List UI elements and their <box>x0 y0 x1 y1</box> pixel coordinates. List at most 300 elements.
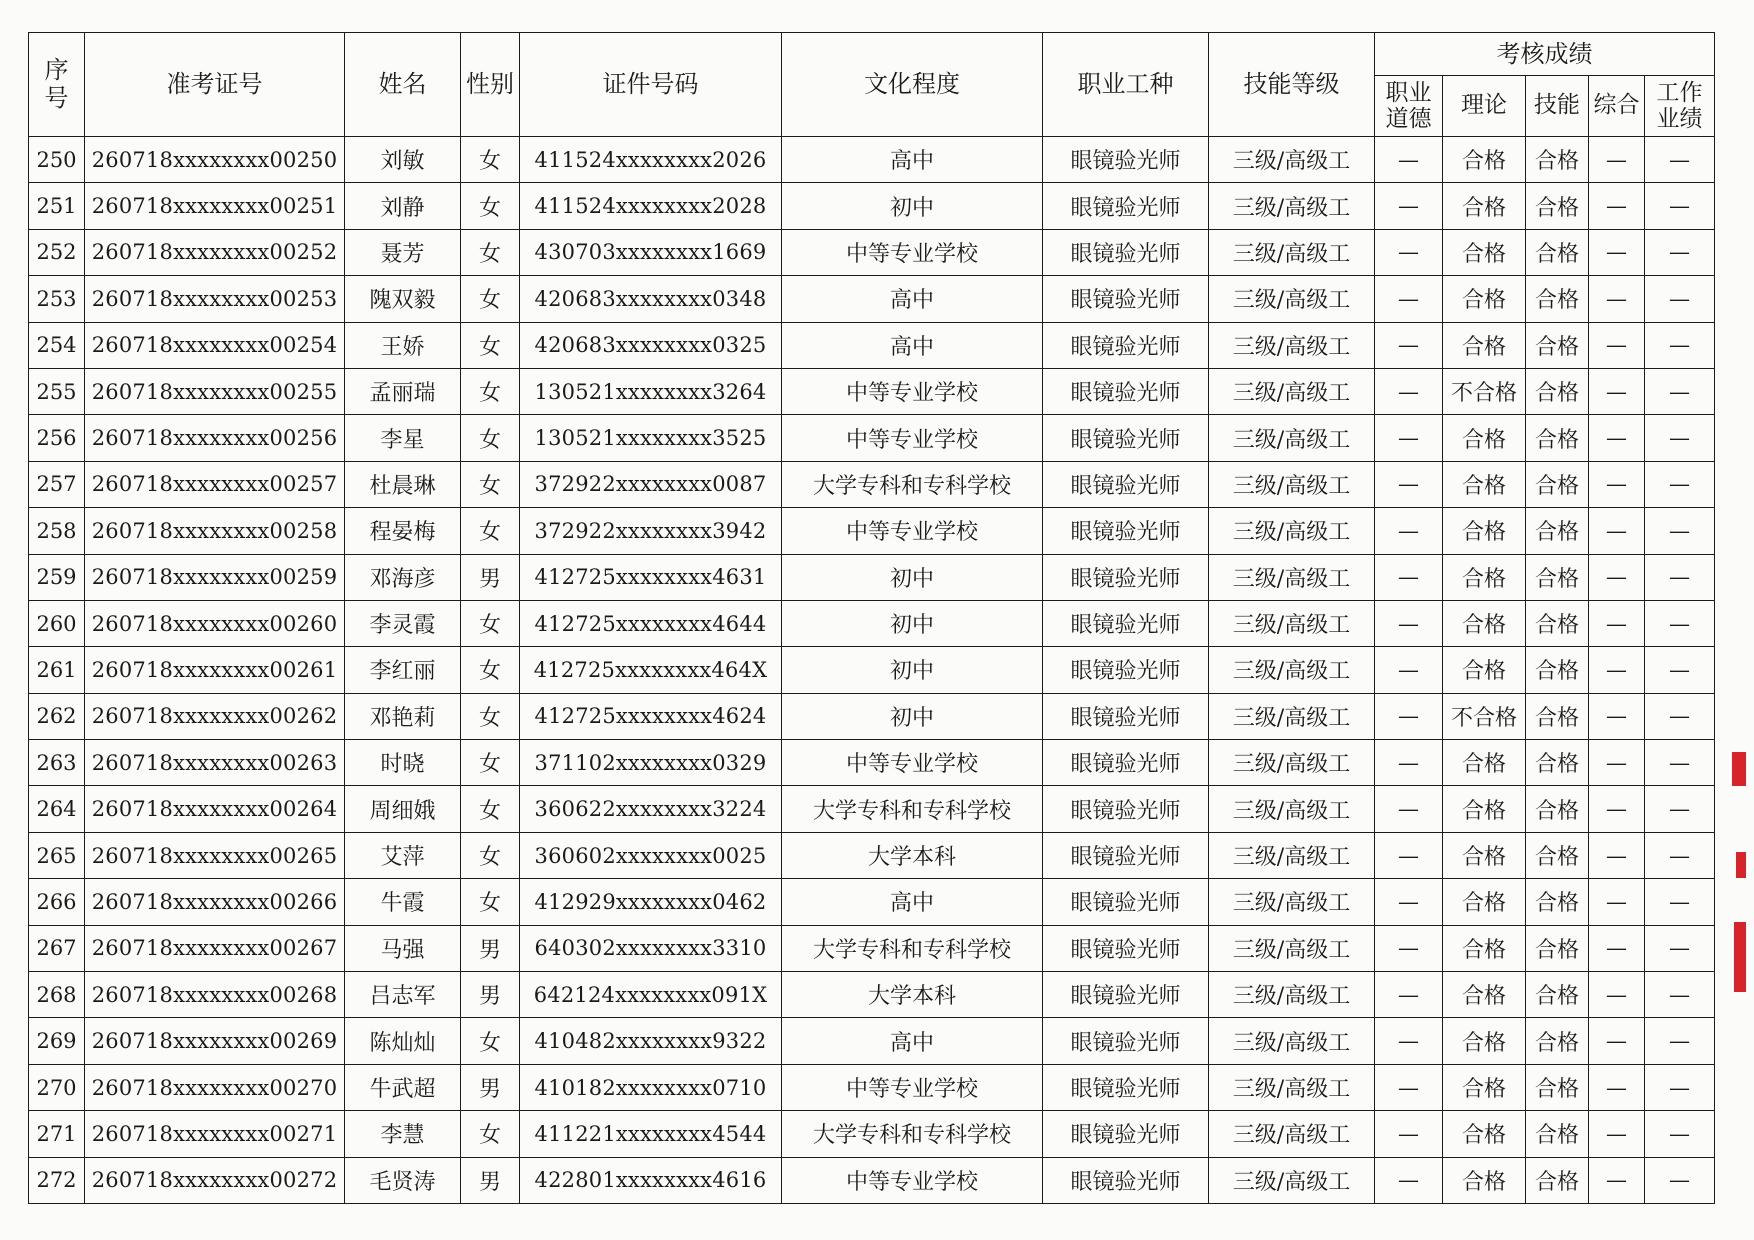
cell-gender: 女 <box>461 322 520 368</box>
cell-ethics: — <box>1375 508 1443 554</box>
results-table <box>28 32 1715 1204</box>
cell-name: 李灵霞 <box>345 600 461 646</box>
cell-skill: 合格 <box>1526 972 1589 1018</box>
cell-admission-no: 260718xxxxxxxx00257 <box>85 461 345 507</box>
cell-id-no: 412929xxxxxxxx0462 <box>520 879 782 925</box>
cell-occupation: 眼镜验光师 <box>1043 322 1209 368</box>
cell-skill: 合格 <box>1526 786 1589 832</box>
cell-ethics: — <box>1375 972 1443 1018</box>
cell-gender: 女 <box>461 786 520 832</box>
cell-occupation: 眼镜验光师 <box>1043 508 1209 554</box>
cell-admission-no: 260718xxxxxxxx00261 <box>85 647 345 693</box>
cell-skill-level: 三级/高级工 <box>1209 925 1375 971</box>
cell-name: 隗双毅 <box>345 276 461 322</box>
cell-admission-no: 260718xxxxxxxx00253 <box>85 276 345 322</box>
cell-work-performance: — <box>1645 461 1715 507</box>
cell-gender: 男 <box>461 1064 520 1110</box>
cell-skill: 合格 <box>1526 137 1589 183</box>
cell-overall: — <box>1589 832 1645 878</box>
cell-name: 邓海彦 <box>345 554 461 600</box>
cell-ethics: — <box>1375 832 1443 878</box>
cell-education: 大学专科和专科学校 <box>782 925 1043 971</box>
cell-skill: 合格 <box>1526 322 1589 368</box>
cell-occupation: 眼镜验光师 <box>1043 229 1209 275</box>
cell-admission-no: 260718xxxxxxxx00255 <box>85 368 345 414</box>
header-name: 姓名 <box>345 33 461 137</box>
cell-work-performance: — <box>1645 1157 1715 1203</box>
cell-skill: 合格 <box>1526 693 1589 739</box>
cell-ethics: — <box>1375 600 1443 646</box>
cell-work-performance: — <box>1645 832 1715 878</box>
cell-gender: 女 <box>461 647 520 693</box>
cell-skill-level: 三级/高级工 <box>1209 972 1375 1018</box>
cell-work-performance: — <box>1645 1018 1715 1064</box>
cell-education: 大学专科和专科学校 <box>782 786 1043 832</box>
cell-overall: — <box>1589 229 1645 275</box>
cell-work-performance: — <box>1645 925 1715 971</box>
cell-skill: 合格 <box>1526 647 1589 693</box>
cell-occupation: 眼镜验光师 <box>1043 832 1209 878</box>
cell-overall: — <box>1589 415 1645 461</box>
cell-overall: — <box>1589 786 1645 832</box>
cell-skill: 合格 <box>1526 600 1589 646</box>
cell-work-performance: — <box>1645 1111 1715 1157</box>
cell-education: 初中 <box>782 693 1043 739</box>
cell-ethics: — <box>1375 322 1443 368</box>
cell-skill: 合格 <box>1526 276 1589 322</box>
cell-id-no: 430703xxxxxxxx1669 <box>520 229 782 275</box>
cell-theory: 合格 <box>1443 461 1526 507</box>
header-skill-level: 技能等级 <box>1209 33 1375 137</box>
cell-seq: 267 <box>29 925 85 971</box>
cell-skill-level: 三级/高级工 <box>1209 647 1375 693</box>
cell-skill-level: 三级/高级工 <box>1209 276 1375 322</box>
cell-occupation: 眼镜验光师 <box>1043 461 1209 507</box>
cell-occupation: 眼镜验光师 <box>1043 183 1209 229</box>
cell-name: 王娇 <box>345 322 461 368</box>
table-row <box>29 832 1715 878</box>
cell-admission-no: 260718xxxxxxxx00263 <box>85 740 345 786</box>
cell-skill-level: 三级/高级工 <box>1209 508 1375 554</box>
cell-skill-level: 三级/高级工 <box>1209 1157 1375 1203</box>
cell-seq: 252 <box>29 229 85 275</box>
cell-theory: 合格 <box>1443 322 1526 368</box>
cell-theory: 合格 <box>1443 740 1526 786</box>
cell-skill-level: 三级/高级工 <box>1209 740 1375 786</box>
table-row <box>29 1064 1715 1110</box>
cell-ethics: — <box>1375 1157 1443 1203</box>
cell-id-no: 360622xxxxxxxx3224 <box>520 786 782 832</box>
cell-id-no: 410482xxxxxxxx9322 <box>520 1018 782 1064</box>
cell-id-no: 372922xxxxxxxx3942 <box>520 508 782 554</box>
cell-skill-level: 三级/高级工 <box>1209 461 1375 507</box>
cell-overall: — <box>1589 925 1645 971</box>
cell-id-no: 130521xxxxxxxx3525 <box>520 415 782 461</box>
cell-theory: 合格 <box>1443 554 1526 600</box>
cell-gender: 女 <box>461 1018 520 1064</box>
cell-gender: 女 <box>461 740 520 786</box>
cell-admission-no: 260718xxxxxxxx00262 <box>85 693 345 739</box>
cell-skill-level: 三级/高级工 <box>1209 1111 1375 1157</box>
cell-admission-no: 260718xxxxxxxx00258 <box>85 508 345 554</box>
cell-admission-no: 260718xxxxxxxx00260 <box>85 600 345 646</box>
cell-ethics: — <box>1375 461 1443 507</box>
table-header <box>29 33 1715 137</box>
cell-name: 刘静 <box>345 183 461 229</box>
cell-ethics: — <box>1375 693 1443 739</box>
cell-ethics: — <box>1375 137 1443 183</box>
cell-gender: 女 <box>461 1111 520 1157</box>
cell-theory: 合格 <box>1443 229 1526 275</box>
cell-admission-no: 260718xxxxxxxx00259 <box>85 554 345 600</box>
cell-education: 中等专业学校 <box>782 508 1043 554</box>
cell-theory: 不合格 <box>1443 693 1526 739</box>
cell-theory: 合格 <box>1443 1064 1526 1110</box>
cell-skill-level: 三级/高级工 <box>1209 137 1375 183</box>
cell-admission-no: 260718xxxxxxxx00264 <box>85 786 345 832</box>
cell-id-no: 412725xxxxxxxx4624 <box>520 693 782 739</box>
cell-skill: 合格 <box>1526 1157 1589 1203</box>
table-row <box>29 1157 1715 1203</box>
cell-work-performance: — <box>1645 229 1715 275</box>
cell-admission-no: 260718xxxxxxxx00266 <box>85 879 345 925</box>
cell-skill-level: 三级/高级工 <box>1209 1064 1375 1110</box>
cell-ethics: — <box>1375 229 1443 275</box>
cell-theory: 合格 <box>1443 183 1526 229</box>
table-row <box>29 740 1715 786</box>
cell-education: 大学本科 <box>782 832 1043 878</box>
cell-name: 李慧 <box>345 1111 461 1157</box>
cell-skill: 合格 <box>1526 1018 1589 1064</box>
cell-education: 高中 <box>782 276 1043 322</box>
cell-overall: — <box>1589 693 1645 739</box>
cell-name: 毛贤涛 <box>345 1157 461 1203</box>
cell-overall: — <box>1589 461 1645 507</box>
table-row <box>29 786 1715 832</box>
stamp-edge-mark <box>1736 852 1746 878</box>
header-theory: 理论 <box>1443 76 1526 137</box>
header-assessment: 考核成绩 <box>1375 33 1715 76</box>
cell-skill-level: 三级/高级工 <box>1209 415 1375 461</box>
table-row <box>29 693 1715 739</box>
cell-name: 聂芳 <box>345 229 461 275</box>
cell-work-performance: — <box>1645 740 1715 786</box>
cell-education: 中等专业学校 <box>782 1157 1043 1203</box>
cell-admission-no: 260718xxxxxxxx00254 <box>85 322 345 368</box>
table-row <box>29 554 1715 600</box>
cell-occupation: 眼镜验光师 <box>1043 1018 1209 1064</box>
cell-skill: 合格 <box>1526 183 1589 229</box>
table-row <box>29 461 1715 507</box>
cell-overall: — <box>1589 647 1645 693</box>
cell-id-no: 360602xxxxxxxx0025 <box>520 832 782 878</box>
cell-seq: 257 <box>29 461 85 507</box>
cell-gender: 女 <box>461 137 520 183</box>
cell-name: 吕志军 <box>345 972 461 1018</box>
cell-name: 程晏梅 <box>345 508 461 554</box>
cell-education: 中等专业学校 <box>782 1064 1043 1110</box>
header-skill: 技能 <box>1526 76 1589 137</box>
cell-skill: 合格 <box>1526 368 1589 414</box>
cell-occupation: 眼镜验光师 <box>1043 647 1209 693</box>
cell-skill-level: 三级/高级工 <box>1209 879 1375 925</box>
cell-admission-no: 260718xxxxxxxx00251 <box>85 183 345 229</box>
cell-seq: 262 <box>29 693 85 739</box>
cell-admission-no: 260718xxxxxxxx00252 <box>85 229 345 275</box>
cell-skill-level: 三级/高级工 <box>1209 786 1375 832</box>
cell-education: 中等专业学校 <box>782 229 1043 275</box>
cell-overall: — <box>1589 972 1645 1018</box>
cell-work-performance: — <box>1645 1064 1715 1110</box>
cell-occupation: 眼镜验光师 <box>1043 786 1209 832</box>
cell-name: 孟丽瑞 <box>345 368 461 414</box>
header-id-no: 证件号码 <box>520 33 782 137</box>
cell-education: 初中 <box>782 554 1043 600</box>
cell-gender: 男 <box>461 972 520 1018</box>
cell-work-performance: — <box>1645 972 1715 1018</box>
cell-occupation: 眼镜验光师 <box>1043 137 1209 183</box>
cell-work-performance: — <box>1645 600 1715 646</box>
cell-id-no: 371102xxxxxxxx0329 <box>520 740 782 786</box>
header-admission-no: 准考证号 <box>85 33 345 137</box>
cell-overall: — <box>1589 1111 1645 1157</box>
cell-theory: 合格 <box>1443 786 1526 832</box>
cell-education: 初中 <box>782 647 1043 693</box>
table-row <box>29 368 1715 414</box>
cell-theory: 合格 <box>1443 647 1526 693</box>
cell-skill: 合格 <box>1526 925 1589 971</box>
header-seq: 序号 <box>29 33 85 137</box>
cell-skill: 合格 <box>1526 832 1589 878</box>
cell-name: 李星 <box>345 415 461 461</box>
cell-gender: 女 <box>461 693 520 739</box>
cell-name: 杜晨琳 <box>345 461 461 507</box>
cell-work-performance: — <box>1645 183 1715 229</box>
cell-gender: 女 <box>461 832 520 878</box>
cell-ethics: — <box>1375 879 1443 925</box>
cell-theory: 合格 <box>1443 600 1526 646</box>
cell-ethics: — <box>1375 740 1443 786</box>
cell-name: 李红丽 <box>345 647 461 693</box>
cell-overall: — <box>1589 554 1645 600</box>
cell-name: 邓艳莉 <box>345 693 461 739</box>
cell-theory: 不合格 <box>1443 368 1526 414</box>
cell-occupation: 眼镜验光师 <box>1043 1064 1209 1110</box>
cell-seq: 261 <box>29 647 85 693</box>
cell-skill-level: 三级/高级工 <box>1209 1018 1375 1064</box>
cell-name: 牛霞 <box>345 879 461 925</box>
cell-skill: 合格 <box>1526 461 1589 507</box>
cell-seq: 250 <box>29 137 85 183</box>
cell-ethics: — <box>1375 183 1443 229</box>
cell-ethics: — <box>1375 1111 1443 1157</box>
cell-seq: 265 <box>29 832 85 878</box>
cell-seq: 254 <box>29 322 85 368</box>
cell-skill-level: 三级/高级工 <box>1209 322 1375 368</box>
cell-admission-no: 260718xxxxxxxx00250 <box>85 137 345 183</box>
table-row <box>29 229 1715 275</box>
cell-occupation: 眼镜验光师 <box>1043 879 1209 925</box>
cell-seq: 269 <box>29 1018 85 1064</box>
cell-theory: 合格 <box>1443 276 1526 322</box>
cell-id-no: 642124xxxxxxxx091X <box>520 972 782 1018</box>
cell-theory: 合格 <box>1443 925 1526 971</box>
cell-id-no: 412725xxxxxxxx4644 <box>520 600 782 646</box>
table-body <box>29 137 1715 1204</box>
cell-overall: — <box>1589 322 1645 368</box>
cell-skill: 合格 <box>1526 508 1589 554</box>
cell-id-no: 130521xxxxxxxx3264 <box>520 368 782 414</box>
cell-work-performance: — <box>1645 322 1715 368</box>
cell-education: 大学专科和专科学校 <box>782 461 1043 507</box>
cell-overall: — <box>1589 368 1645 414</box>
cell-id-no: 412725xxxxxxxx464X <box>520 647 782 693</box>
cell-overall: — <box>1589 137 1645 183</box>
cell-theory: 合格 <box>1443 137 1526 183</box>
cell-name: 周细娥 <box>345 786 461 832</box>
cell-id-no: 411221xxxxxxxx4544 <box>520 1111 782 1157</box>
cell-id-no: 372922xxxxxxxx0087 <box>520 461 782 507</box>
cell-skill: 合格 <box>1526 554 1589 600</box>
cell-admission-no: 260718xxxxxxxx00256 <box>85 415 345 461</box>
cell-occupation: 眼镜验光师 <box>1043 693 1209 739</box>
cell-id-no: 420683xxxxxxxx0348 <box>520 276 782 322</box>
table-row <box>29 276 1715 322</box>
cell-theory: 合格 <box>1443 1111 1526 1157</box>
cell-gender: 女 <box>461 461 520 507</box>
cell-seq: 268 <box>29 972 85 1018</box>
header-ethics: 职业道德 <box>1375 76 1443 137</box>
cell-theory: 合格 <box>1443 508 1526 554</box>
cell-education: 大学专科和专科学校 <box>782 1111 1043 1157</box>
cell-ethics: — <box>1375 276 1443 322</box>
cell-occupation: 眼镜验光师 <box>1043 1157 1209 1203</box>
cell-work-performance: — <box>1645 786 1715 832</box>
cell-work-performance: — <box>1645 415 1715 461</box>
cell-work-performance: — <box>1645 693 1715 739</box>
cell-seq: 266 <box>29 879 85 925</box>
cell-admission-no: 260718xxxxxxxx00267 <box>85 925 345 971</box>
cell-id-no: 412725xxxxxxxx4631 <box>520 554 782 600</box>
cell-work-performance: — <box>1645 647 1715 693</box>
stamp-edge-mark <box>1734 922 1746 992</box>
cell-name: 时晓 <box>345 740 461 786</box>
cell-seq: 263 <box>29 740 85 786</box>
cell-admission-no: 260718xxxxxxxx00265 <box>85 832 345 878</box>
cell-name: 牛武超 <box>345 1064 461 1110</box>
cell-education: 高中 <box>782 322 1043 368</box>
cell-occupation: 眼镜验光师 <box>1043 972 1209 1018</box>
cell-seq: 255 <box>29 368 85 414</box>
cell-occupation: 眼镜验光师 <box>1043 415 1209 461</box>
cell-skill: 合格 <box>1526 879 1589 925</box>
cell-name: 陈灿灿 <box>345 1018 461 1064</box>
cell-theory: 合格 <box>1443 1018 1526 1064</box>
cell-ethics: — <box>1375 1064 1443 1110</box>
cell-ethics: — <box>1375 415 1443 461</box>
cell-ethics: — <box>1375 786 1443 832</box>
cell-skill-level: 三级/高级工 <box>1209 600 1375 646</box>
cell-seq: 258 <box>29 508 85 554</box>
header-education: 文化程度 <box>782 33 1043 137</box>
header-overall: 综合 <box>1589 76 1645 137</box>
cell-skill-level: 三级/高级工 <box>1209 183 1375 229</box>
cell-gender: 女 <box>461 183 520 229</box>
cell-overall: — <box>1589 183 1645 229</box>
cell-occupation: 眼镜验光师 <box>1043 276 1209 322</box>
cell-seq: 253 <box>29 276 85 322</box>
cell-admission-no: 260718xxxxxxxx00268 <box>85 972 345 1018</box>
table-row <box>29 972 1715 1018</box>
cell-work-performance: — <box>1645 368 1715 414</box>
cell-occupation: 眼镜验光师 <box>1043 925 1209 971</box>
table-row <box>29 183 1715 229</box>
cell-overall: — <box>1589 1018 1645 1064</box>
cell-education: 中等专业学校 <box>782 740 1043 786</box>
cell-work-performance: — <box>1645 554 1715 600</box>
header-occupation: 职业工种 <box>1043 33 1209 137</box>
cell-skill: 合格 <box>1526 415 1589 461</box>
cell-education: 大学本科 <box>782 972 1043 1018</box>
header-work-performance: 工作业绩 <box>1645 76 1715 137</box>
cell-work-performance: — <box>1645 508 1715 554</box>
cell-ethics: — <box>1375 647 1443 693</box>
cell-theory: 合格 <box>1443 832 1526 878</box>
table-row <box>29 137 1715 183</box>
cell-occupation: 眼镜验光师 <box>1043 740 1209 786</box>
cell-id-no: 640302xxxxxxxx3310 <box>520 925 782 971</box>
cell-seq: 271 <box>29 1111 85 1157</box>
table-row <box>29 925 1715 971</box>
cell-overall: — <box>1589 1157 1645 1203</box>
cell-id-no: 422801xxxxxxxx4616 <box>520 1157 782 1203</box>
table-row <box>29 1111 1715 1157</box>
cell-education: 初中 <box>782 183 1043 229</box>
table-row <box>29 600 1715 646</box>
cell-overall: — <box>1589 600 1645 646</box>
cell-gender: 女 <box>461 415 520 461</box>
cell-ethics: — <box>1375 1018 1443 1064</box>
cell-ethics: — <box>1375 925 1443 971</box>
table-row <box>29 322 1715 368</box>
cell-ethics: — <box>1375 554 1443 600</box>
cell-seq: 251 <box>29 183 85 229</box>
cell-skill-level: 三级/高级工 <box>1209 554 1375 600</box>
cell-name: 艾萍 <box>345 832 461 878</box>
cell-admission-no: 260718xxxxxxxx00270 <box>85 1064 345 1110</box>
table-row <box>29 1018 1715 1064</box>
cell-seq: 259 <box>29 554 85 600</box>
cell-occupation: 眼镜验光师 <box>1043 600 1209 646</box>
cell-skill: 合格 <box>1526 1064 1589 1110</box>
cell-education: 高中 <box>782 137 1043 183</box>
cell-work-performance: — <box>1645 879 1715 925</box>
cell-admission-no: 260718xxxxxxxx00271 <box>85 1111 345 1157</box>
cell-skill-level: 三级/高级工 <box>1209 368 1375 414</box>
cell-occupation: 眼镜验光师 <box>1043 554 1209 600</box>
cell-skill-level: 三级/高级工 <box>1209 229 1375 275</box>
cell-education: 初中 <box>782 600 1043 646</box>
cell-id-no: 411524xxxxxxxx2026 <box>520 137 782 183</box>
table-row <box>29 879 1715 925</box>
cell-ethics: — <box>1375 368 1443 414</box>
cell-overall: — <box>1589 879 1645 925</box>
cell-skill: 合格 <box>1526 229 1589 275</box>
cell-work-performance: — <box>1645 276 1715 322</box>
cell-seq: 264 <box>29 786 85 832</box>
cell-gender: 女 <box>461 879 520 925</box>
table-row <box>29 415 1715 461</box>
